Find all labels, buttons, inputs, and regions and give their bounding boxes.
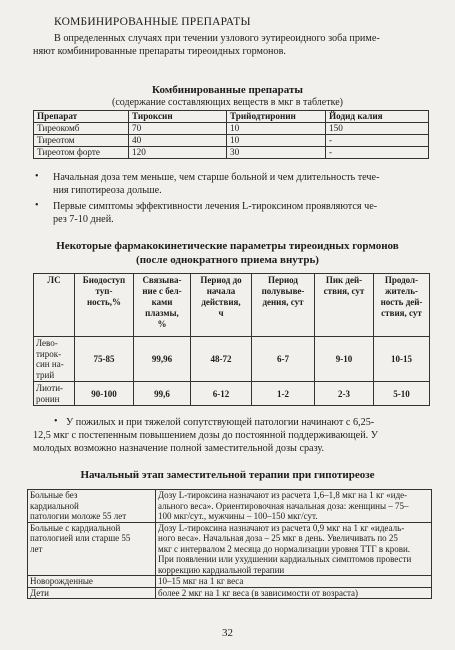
elderly-note-line-3: молодых возможно назначение полной заместительной дозы сразу.	[33, 443, 325, 454]
table-row	[34, 147, 429, 159]
table-cell: Тиреотом	[34, 135, 129, 147]
header-cell: Трийодтиронин	[227, 111, 326, 123]
header-cell: Период полувыве- дения, сут	[252, 274, 315, 337]
table2-title-line-2: (после однократного приема внутрь)	[136, 254, 319, 266]
table-cell: 1-2	[252, 382, 315, 406]
table2-title-line-1: Некоторые фармакокинетические параметры тиреоидных гормонов	[56, 240, 399, 252]
table-cell: -	[326, 135, 429, 147]
table-cell: 6-7	[252, 337, 315, 382]
table-cell: -	[326, 147, 429, 159]
table-cell: 90-100	[75, 382, 134, 406]
table-cell: 9-10	[315, 337, 374, 382]
combined-drugs-table	[33, 110, 429, 159]
header-cell: ЛС	[34, 274, 75, 337]
bullet-1-line-1: Начальная доза тем меньше, чем старше больной и чем длительность тече-	[53, 172, 380, 183]
table-header-row	[34, 274, 430, 337]
dosage-cell: Дозу L-тироксина назначают из расчета 0,9 мкг на 1 кг «идеаль- ного веса». Начальная доза – 25 мкг в день. Увеличивать по 25 мкг с интервалом 2 месяца до нормализации уровня ТТГ в крови. При появлении или ухудшении кардиальных симптомов провести коррекцию кардиальной терапии	[156, 522, 432, 576]
patient-group-cell: Больные с кардиальной патологией или старше 55 лет	[28, 522, 156, 576]
table-row	[28, 490, 432, 523]
table-row	[28, 522, 432, 576]
table-cell: 10	[227, 123, 326, 135]
table-row	[34, 382, 430, 406]
bullet-icon: •	[35, 200, 39, 211]
bullet-icon: •	[35, 171, 39, 182]
table-header-row	[34, 111, 429, 123]
table-row	[34, 123, 429, 135]
table-cell: Тиреокомб	[34, 123, 129, 135]
bullet-2-line-1: Первые симптомы эффективности лечения L-тироксином проявляются че-	[53, 201, 378, 212]
header-cell: Продол- житель- ность дей- ствия, сут	[374, 274, 430, 337]
header-cell: Биодоступ туп- ность,%	[75, 274, 134, 337]
table-row	[34, 135, 429, 147]
elderly-note-line-2: 12,5 мкг с постепенным повышением дозы до постоянной поддерживающей. У	[33, 430, 378, 441]
table-cell: 2-3	[315, 382, 374, 406]
table3-title: Начальный этап заместительной терапии при гипотиреозе	[80, 469, 375, 481]
table-row	[28, 576, 432, 588]
table1-subtitle: (содержание составляющих веществ в мкг в таблетке)	[112, 97, 343, 108]
table-cell: 10	[227, 135, 326, 147]
header-cell: Связыва- ние с бел- ками плазмы, %	[134, 274, 191, 337]
table-cell: 99,6	[134, 382, 191, 406]
table-cell: 40	[129, 135, 227, 147]
table1-title: Комбинированные препараты	[152, 84, 303, 96]
table-row	[34, 337, 430, 382]
table-cell: 30	[227, 147, 326, 159]
intro-line-2: няют комбинированные препараты тиреоидных гормонов.	[33, 46, 286, 57]
bullet-1-line-2: ния гипотиреоза дольше.	[53, 185, 162, 196]
table-cell: 10-15	[374, 337, 430, 382]
dosage-cell: Дозу L-тироксина назначают из расчета 1,6–1,8 мкг на 1 кг «иде- ального веса». Ориентировочная начальная доза: женщины – 75– 100 мкг/сут., мужчины – 100–150 мкг/сут.	[156, 490, 432, 523]
patient-group-cell: Дети	[28, 587, 156, 599]
section-heading-combined: КОМБИНИРОВАННЫЕ ПРЕПАРАТЫ	[54, 16, 251, 28]
drug-name-cell: Лево- тирок- син на- трий	[34, 337, 75, 382]
table-cell: 150	[326, 123, 429, 135]
header-cell: Препарат	[34, 111, 129, 123]
patient-group-cell: Больные без кардиальной патологии моложе 55 лет	[28, 490, 156, 523]
table-cell: Тиреотом форте	[34, 147, 129, 159]
header-cell: Тироксин	[129, 111, 227, 123]
pharmacokinetics-table	[33, 273, 430, 406]
header-cell: Пик дей- ствия, сут	[315, 274, 374, 337]
replacement-therapy-table	[27, 489, 432, 599]
table-cell: 5-10	[374, 382, 430, 406]
header-cell: Период до начала действия, ч	[191, 274, 252, 337]
table-row	[28, 587, 432, 599]
drug-name-cell: Лиоти- ронин	[34, 382, 75, 406]
intro-line-1: В определенных случаях при течении узлового эутиреоидного зоба приме-	[54, 33, 380, 44]
elderly-note-line-1: У пожилых и при тяжелой сопутствующей патологии начинают с 6,25-	[66, 417, 375, 428]
table-cell: 75-85	[75, 337, 134, 382]
table-cell: 120	[129, 147, 227, 159]
table-cell: 70	[129, 123, 227, 135]
bullet-2-line-2: рез 7-10 дней.	[53, 214, 114, 225]
table-cell: 48-72	[191, 337, 252, 382]
table-cell: 6-12	[191, 382, 252, 406]
table-cell: 99,96	[134, 337, 191, 382]
patient-group-cell: Новорожденные	[28, 576, 156, 588]
bullet-icon: •	[54, 416, 58, 427]
page-number: 32	[222, 627, 233, 639]
dosage-cell: 10–15 мкг на 1 кг веса	[156, 576, 432, 588]
dosage-cell: более 2 мкг на 1 кг веса (в зависимости от возраста)	[156, 587, 432, 599]
header-cell: Йодид калия	[326, 111, 429, 123]
